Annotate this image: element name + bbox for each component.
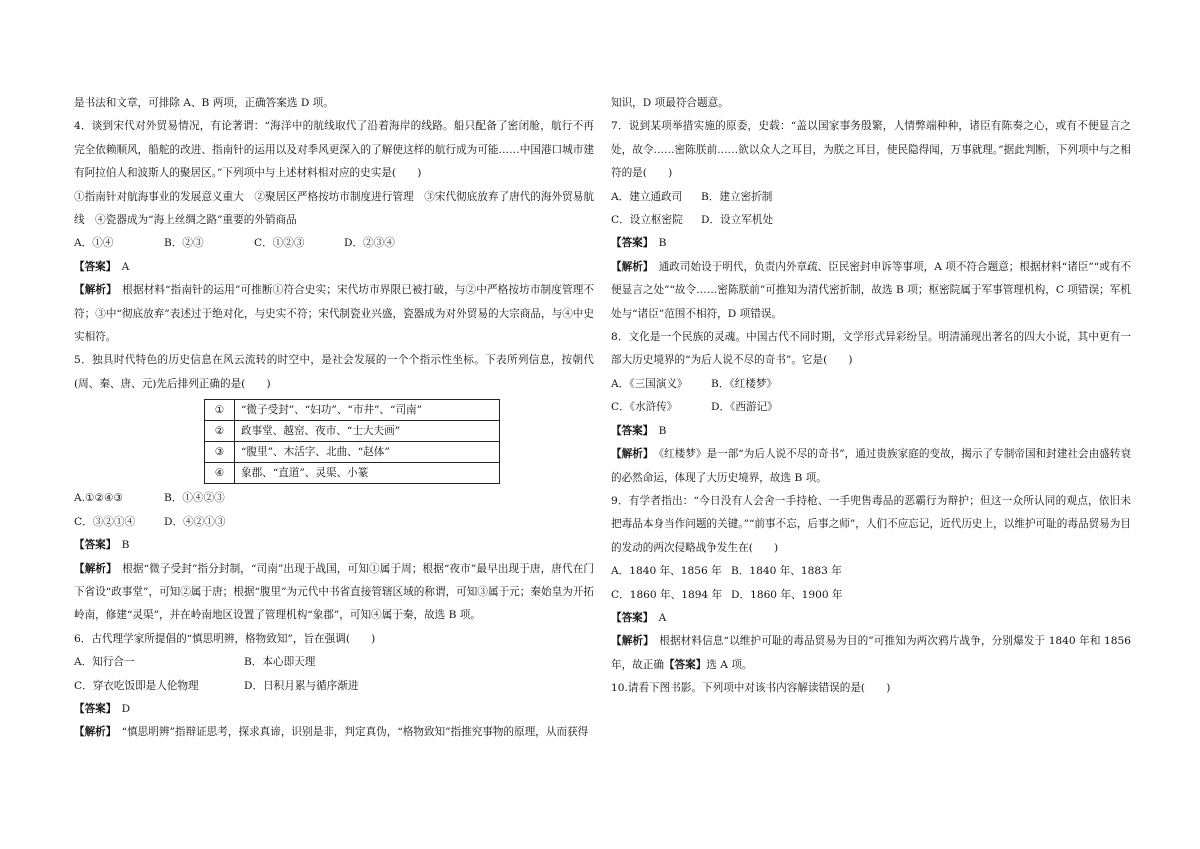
option-a: A．①④ (74, 237, 114, 250)
question-8-stem: 8．文化是一个民族的灵魂。中国古代不同时期，文学形式异彩纷呈。明清涌现出著名的四大小说，其中更有一部大历史境界的“为后人说不尽的奇书”。它是( ) (611, 331, 1131, 367)
analysis-label: 【解析】 (611, 448, 649, 461)
answer-label: 【答案】 (74, 702, 112, 715)
question-8-options-cd (611, 396, 1131, 419)
question-10-stem: 10.请看下图书影。下列项中对该书内容解读错误的是( ) (611, 682, 891, 695)
analysis-label: 【解析】 (74, 284, 112, 297)
question-8-answer (611, 420, 1131, 443)
question-6-options-cd (74, 675, 594, 698)
question-6-answer (74, 698, 594, 721)
option-c: C．穿衣吃饭即是人伦物理 (74, 679, 199, 692)
question-9-options-cd (611, 584, 1131, 607)
question-5-analysis (74, 558, 594, 628)
question-7-stem: 7．说到某项举措实施的原委，史载：“盖以国家事务殷繁，人情弊端种种，诸臣有陈奏之心，或有不便显言之处，故令……密陈朕前……欲以众人之耳目，为朕之耳目，使民隐得闻，万事就理。”据此判断，下列项中与之相符的是( ) (611, 120, 1131, 180)
inline-answer-label: 【答案】 (663, 658, 707, 671)
option-b: B．本心即天理 (244, 656, 316, 669)
row-number: ③ (205, 442, 235, 463)
continuation-text: 知识，D 项最符合题意。 (611, 97, 729, 109)
option-a: A．《三国演义》 (611, 377, 688, 390)
analysis-label: 【解析】 (611, 635, 649, 648)
question-9-analysis (611, 630, 1131, 677)
right-column (611, 92, 1131, 701)
analysis-label: 【解析】 (74, 562, 112, 575)
question-7-analysis (611, 256, 1131, 326)
question-4-analysis (74, 279, 594, 349)
analysis-text: 根据材料“指南针的运用”可推断①符合史实；宋代坊市界限已被打破，与②中严格按坊市制度管理不符；③中“彻底放弃”表述过于绝对化，与史实不符；宋代制瓷业兴盛，瓷器成为对外贸易的大宗商品，与④中史实相符。 (74, 284, 594, 344)
question-7-options-ab (611, 186, 1131, 209)
table-row (205, 400, 500, 421)
question-5-stem: 5．独具时代特色的历史信息在风云流转的时空中，是社会发展的一个个指示性坐标。下表所列信息，按朝代(周、秦、唐、元)先后排列正确的是( ) (74, 354, 594, 390)
answer-value: B (658, 424, 667, 437)
option-d: D．④②①③ (164, 515, 226, 528)
option-d: D．《西游记》 (711, 401, 778, 414)
continuation-text: 是书法和文章，可排除 A、B 两项，正确答案选 D 项。 (74, 97, 334, 109)
question-5-options-ab (74, 487, 594, 510)
option-b: B．《红楼梦》 (711, 377, 778, 390)
question-5-answer (74, 534, 594, 557)
table-row (205, 463, 500, 484)
option-a: A．建立通政司 (611, 190, 683, 203)
option-d: D．1860 年、1900 年 (731, 588, 843, 601)
answer-value: A (658, 611, 667, 624)
question-7-options-cd (611, 209, 1131, 232)
question-4-options (74, 232, 594, 255)
question-9-answer (611, 607, 1131, 630)
question-9-stem: 9．有学者指出：“今日没有人会舍一手持枪、一手兜售毒品的恶霸行为辩护；但这一众所认同的观点，依旧未把毒品本身当作问题的关键。”“前事不忘，后事之师”，人们不应忘记，近代历史上，以维护可耻的毒品贸易为目的发动的两次侵略战争发生在( ) (611, 494, 1131, 554)
answer-value: B (658, 237, 667, 250)
row-text: “微子受封”、“妇功”、“市井”、“司南” (235, 400, 500, 421)
answer-label: 【答案】 (611, 424, 649, 437)
option-a: A．1840 年、1856 年 (611, 565, 722, 578)
analysis-text: 通政司始设于明代，负责内外章疏、臣民密封申诉等事项，A 项不符合题意；根据材料“诸臣”“或有不便显言之处”“故令……密陈朕前”可推知为清代密折制，故选 B 项；枢密院属于军事管理机构，C 项错误；军机处与“诸臣”范围不相符，D 项错误。 (611, 260, 1132, 320)
option-c: C．设立枢密院 (611, 214, 683, 227)
question-6-options-ab (74, 651, 594, 674)
analysis-text: “慎思明辨”指辩证思考，探求真谛，识别是非，判定真伪，“格物致知”指推究事物的原理，从而获得 (121, 726, 589, 739)
option-d: D．②③④ (344, 237, 395, 250)
option-b: B．1840 年、1883 年 (731, 565, 842, 578)
answer-value: D (121, 702, 131, 715)
question-6-analysis (74, 721, 594, 744)
question-8-analysis (611, 443, 1131, 490)
question-5-table (204, 399, 500, 484)
row-number: ④ (205, 463, 235, 484)
analysis-text: 根据“微子受封”指分封制，“司南”出现于战国，可知①属于周；根据“夜市”最早出现于唐，唐代在门下省设“政事堂”，可知②属于唐；根据“腹里”为元代中书省直接管辖区域的称谓，可知③属于元；秦始皇为开拓岭南，修建“灵渠”，并在岭南地区设置了管理机构“象郡”，可知④属于秦，故选 B 项。 (74, 562, 595, 622)
question-6-stem: 6．古代理学家所提倡的“慎思明辨，格物致知”，旨在强调( ) (74, 632, 376, 645)
question-8-options-ab (611, 373, 1131, 396)
row-text: 象郡、“直道”、灵渠、小篆 (235, 463, 500, 484)
option-c: C．③②①④ (74, 515, 136, 528)
table-row (205, 421, 500, 442)
option-c: C．1860 年、1894 年 (611, 588, 723, 601)
question-4-answer (74, 256, 594, 279)
row-text: “腹里”、木活字、北曲、“赵体” (235, 442, 500, 463)
analysis-text: 根据材料信息“以维护可耻的毒品贸易为目的”可推知为两次鸦片战争，分别爆发于 1840 年和 1856 年，故正确 (611, 635, 1132, 671)
option-c: C．《水浒传》 (611, 401, 678, 414)
option-b: B．①④②③ (164, 492, 225, 505)
analysis-text: 《红楼梦》是一部“为后人说不尽的奇书”，通过贵族家庭的变故，揭示了专制帝国和封建社会由盛转衰的必然命运，体现了大历史境界，故选 B 项。 (611, 448, 1132, 484)
option-c: C．①②③ (254, 237, 305, 250)
analysis-label: 【解析】 (74, 726, 112, 739)
option-a: A.①②④③ (74, 492, 124, 505)
question-5-options-cd (74, 511, 594, 534)
analysis-label: 【解析】 (611, 260, 649, 273)
question-4-stem: 4．谈到宋代对外贸易情况，有论著谓：“海洋中的航线取代了沿着海岸的线路。船只配备了密闭舱，航行不再完全依赖顺风，船舵的改进、指南针的运用以及对季风更深入的了解使这样的航行成为可能……中国港口城市建有阿拉伯人和波斯人的聚居区。”下列项中与上述材料相对应的史实是( ) (74, 120, 594, 180)
row-number: ② (205, 421, 235, 442)
option-b: B．②③ (164, 237, 204, 250)
option-b: B．建立密折制 (701, 190, 773, 203)
table-row (205, 442, 500, 463)
answer-label: 【答案】 (611, 237, 649, 250)
option-d: D．设立军机处 (701, 214, 774, 227)
option-d: D．日积月累与循序渐进 (244, 679, 359, 692)
answer-label: 【答案】 (74, 539, 112, 552)
row-text: 政事堂、越窑、夜市、“士大夫画” (235, 421, 500, 442)
question-7-answer (611, 232, 1131, 255)
option-a: A．知行合一 (74, 656, 135, 669)
answer-value: B (121, 539, 130, 552)
row-number: ① (205, 400, 235, 421)
answer-value: A (121, 260, 130, 273)
answer-label: 【答案】 (74, 260, 112, 273)
analysis-text-end: 选 A 项。 (706, 658, 753, 671)
left-column (74, 92, 594, 745)
question-4-statements: ①指南针对航海事业的发展意义重大 ②聚居区严格按坊市制度进行管理 ③宋代彻底放弃了唐代的海外贸易航线 ④瓷器成为“海上丝绸之路”重要的外销商品 (74, 190, 594, 227)
answer-label: 【答案】 (611, 611, 649, 624)
question-9-options-ab (611, 560, 1131, 583)
